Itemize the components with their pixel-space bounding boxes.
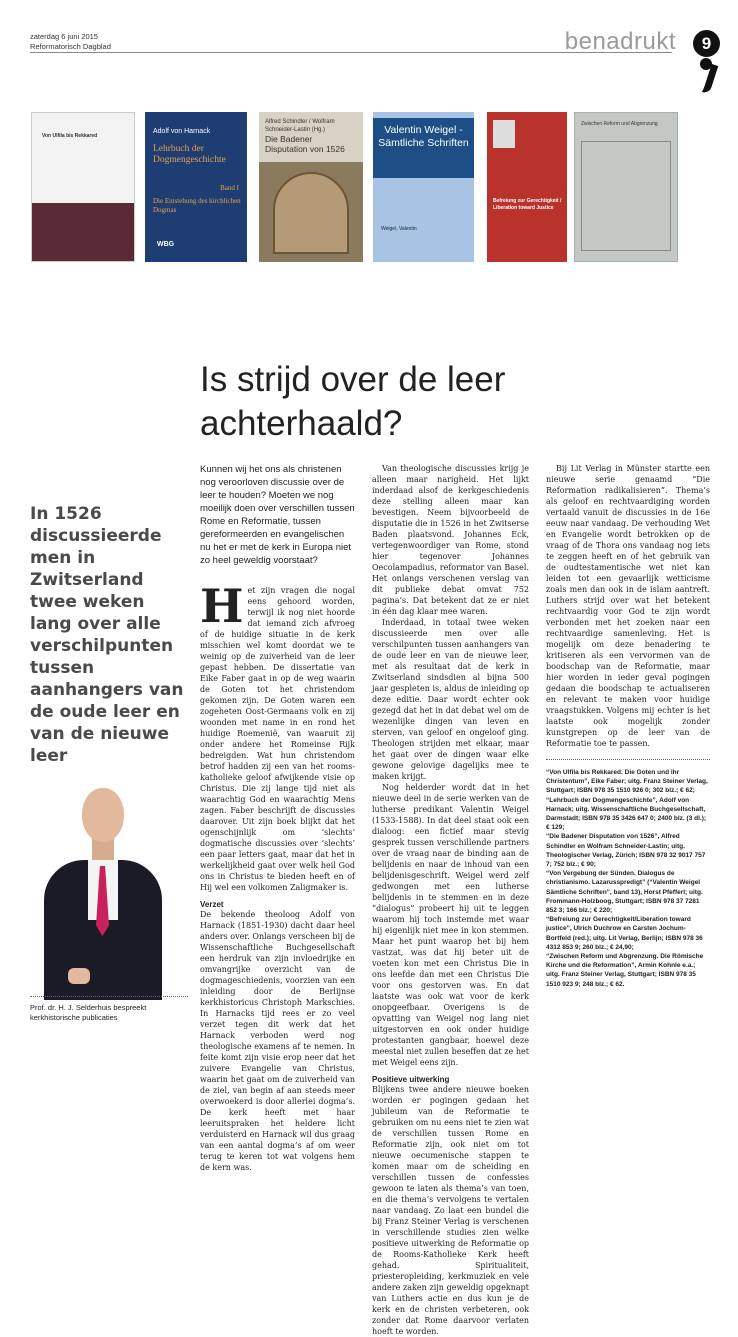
article-paragraph: Van theologische discussies krijg je alleen maar narigheid. Het lijkt inderdaad alsof de kerkgeschiedenis deze stelling alleen maar kan bevestigen. Neem bijvoorbeeld de disputatie die in 1526 in het Zwitserse Baden plaatsvond. Johannes Eck, vertegenwoordiger van Rome, stond hier tegenover Johannes Oecolampadius, reformator van Basel. Het onlangs verschenen verslag van dit publieke debat omvat 752 pagina’s. Dat betekent dat ze er niet in één dag klaar mee waren.: [372, 464, 529, 616]
article-paragraph: Inderdaad, in totaal twee weken discussieerde men over alle verschilpunten tussen aanhangers van de oude leer en van de nieuwe leer, met als resultaat dat de kerk in Zwitserland sindsdien al bijna 500 jaar gespleten is, aldus de inleiding op deze editie. Daar wordt echter ook gezegd dat het in dat debat wel om de wezenlijke dingen van leven en sterven, van geloof en ongeloof ging. Theologen strijden met elkaar, maar het gaat over de dingen waar elke gewone gelovige dagelijks mee te maken krijgt.: [372, 618, 529, 781]
reference-item: “Befreiung zur Gerechtigkeit/Liberation toward justice”, Ulrich Duchrow en Carsten Jochum-Bortfeld (red.); uitg. Lit Verlag, Berlijn; ISBN 978 36 4312 853 9; 260 blz.; € 24,90;: [546, 916, 703, 951]
article-column-3: [546, 463, 710, 989]
book-cover-band: [32, 203, 134, 261]
article-paragraph: Nog helderder wordt dat in het nieuwe deel in de serie werken van de lutherse predikant Valentin Weigel (1533-1588). In dat deel staat ook een dialoog: een fictief maar stevig gesprek tussen verschillende partners over de vraag naar de binding aan de belijdenis en naar de inhoud van een belijdenisgeschrift. Weigel werd zelf gedwongen met een lutherse belijdenis in te stemmen en in deze “dialogus” probeert hij uit te leggen waarom hij toch instemde met waar hij eigenlijk niet mee in kon stemmen. Maar het punt waarop het bij hem vastzat, was dat hij beter uit de voeten kon met een Christus Die in ons leefde dan met een Christus Die voor ons gestorven was. En dat laatste was ook wat voor de kerk onopgeefbaar. Overigens is de opvatting van Weigel nog lang niet uitgestorven en ook onder huidige protestanten gangbaar, hoewel deze meestal niet zullen beseffen dat ze het met Weigel eens zijn.: [372, 783, 529, 1067]
book-title: Zwischen Reform und Abgrenzung: [581, 121, 658, 127]
caption-divider: [30, 996, 188, 997]
headline-line-2: achterhaald?: [200, 404, 403, 443]
book-cover-frame: [581, 141, 671, 251]
photo-caption: Prof. dr. H. J. Selderhuis bespreekt kerkhistorische publicaties: [30, 1003, 147, 1022]
book-subtitle-text: Die Entstehung des kirchlichen Dogmas: [153, 197, 241, 214]
book-cover-badener: [259, 112, 363, 262]
book-label: Weigel, Valentin: [381, 226, 417, 232]
article-headline: [200, 358, 505, 446]
author-photo: [30, 768, 188, 990]
article-column-1: [200, 463, 355, 1173]
subheading: Verzet: [200, 900, 224, 909]
book-title: Lehrbuch der Dogmengeschichte: [153, 144, 226, 165]
book-cover-weigel: [373, 112, 474, 262]
header-rule: [30, 52, 672, 53]
book-subtitle: [153, 184, 247, 215]
header-publication: Reformatorisch Dagblad: [30, 42, 111, 51]
paragraph-text: et zijn vragen die nogal eens gehoord worden, terwijl ik nog niet hoorde dat iemand zich afvroeg of de huidige situatie in de kerk misschien wel komt doordat we te weinig op de zuiverheid van de leer gepast hebben. De dissertatie van Eike Faber gaat in op de weg waarin de Goten tot het christendom gekomen zijn. De Goten waren een zogeheten Oost-Germaans volk en zij woonden met name in en rond het huidige Roemenië, van waaruit zij onder andere het Romeinse Rijk bedreigden. Wat hun christendom betrof hadden zij een van het rooms-katholieke geloof afwijkende visie op Christus. Die zij lange tijd niet als waarachtig God en waarachtig Mens zagen. Faber beschrijft de discussies daarover. Uit zijn boek blijkt dat het ogenschijnlijk om ‘slechts’ dogmatische discussies over ‘slechts’ een paar letters gaat, maar dat het in werkelijkheid gaat over welk heil God ons in Christus te bieden heeft en of Hij wel een volkomen Zaligmaker is.: [200, 586, 355, 892]
book-cover-portrait: [493, 120, 515, 148]
drop-cap: H: [200, 579, 244, 633]
book-title: Valentin Weigel - Sämtliche Schriften: [373, 118, 474, 178]
book-cover-harnack: [145, 112, 247, 262]
reference-item: “Die Badener Disputation von 1526”, Alfred Schindler en Wolfram Schneider-Lastin; uitg. Theologischer Verlag, Zürich; ISBN 978 32 9017 757 7; 752 blz.; € 90;: [546, 833, 706, 869]
book-title: Die Badener Disputation von 1526: [265, 134, 345, 154]
publisher-logo: WBG: [157, 241, 175, 248]
subheading: Positieve uitwerking: [372, 1075, 450, 1084]
reference-item: “Von Vergebung der Sünden. Dialogus de christianismo. Lazarusspredigt” (“Valentin Weigel Sämtliche Schriften”, band 13), Horst Pfefferl; uitg. Frommann-Holzboog, Stuttgart; ISBN 978 37 7281 852 3; 166 blz.; € 220;: [546, 870, 703, 915]
book-title: Befreiung zur Gerechtigkeit / Liberation toward Justice: [493, 198, 562, 211]
book-authors: Alfred Schindler / Wolfram Schneider-Lastin (Hg.): [265, 119, 335, 133]
book-cover-zwischen: [574, 112, 678, 262]
headline-line-1: Is strijd over de leer: [200, 360, 506, 399]
header-dateline: [30, 32, 111, 52]
book-references: [546, 768, 710, 989]
book-author: Adolf von Harnack: [153, 128, 211, 135]
article-paragraph: [200, 579, 355, 893]
book-cover-befreiung: [487, 112, 567, 262]
photo-head: [82, 788, 124, 842]
photo-hand: [68, 968, 90, 984]
references-divider: [546, 759, 710, 760]
book-cover-ulfila: [31, 112, 135, 262]
pull-quote: In 1526 discussieerde men in Zwitserland twee weken lang over alle verschilpunten tussen aanhangers van de oude leer en van de nieuwe leer: [30, 504, 184, 766]
article-paragraph: De bekende theoloog Adolf von Harnack (1851-1930) dacht daar heel anders over. Onlangs verscheen bij de Wissenschaftliche Buchgesellschaft een herdruk van zijn invloedrijke en omvangrijke overzicht van de dogmageschiedenis, voorzien van een inleiding door de Berlijnse kerkhistoricus Christoph Markschies. In Harnacks tijd rees er zo veel verzet tegen dit werk dat het Harnack verboden werd nog theologische examens af te nemen. In feite komt zijn visie erop neer dat het zuivere Evangelie van Christus, waarin het gaat om de zuiverheid van de ziel, van begin af aan steeds meer overwoekerd is door allerlei dogma’s. De kerk heeft met haar leeruitspraken het heldere licht verduisterd en Harnack wil dus graag van een aantal dogma’s af om weer terug te keren tot wat volgens hem de kern was.: [200, 910, 355, 1172]
header-date: zaterdag 6 juni 2015: [30, 32, 98, 41]
book-volume: Band I: [220, 184, 239, 192]
book-title: Von Ulfila bis Rekkared: [42, 133, 98, 139]
section-title: benadrukt: [564, 28, 676, 55]
book-cover-image: [273, 172, 349, 254]
reference-item: “Von Ulfila bis Rekkared. Die Goten und ihr Christentum”, Eike Faber; uitg. Franz Steiner Verlag, Stuttgart; ISBN 978 35 1510 926 0; 302 blz.; € 62;: [546, 769, 708, 795]
page-number: 9: [693, 30, 720, 57]
reference-item: “Lehrbuch der Dogmengeschichte”, Adolf von Harnack; uitg. Wissenschaftliche Buchgesellschaft, Darmstadt; ISBN 978 35 3426 647 0; 2400 blz. (3 dl.); € 129;: [546, 796, 707, 832]
article-column-2: [372, 463, 529, 1337]
article-paragraph: Blijkens twee andere nieuwe boeken worden er pogingen gedaan het jubileum van de Reformatie te gebruiken om nu eens niet te zien wat de verschillen tussen Rome en Reformatie zijn, ook niet om tot nieuwe oecumenische stappen te komen maar om de scheiding en verschillen tussen de confessies gewoon te laten als thema’s van toen, en die thema’s vervolgens te vertalen naar vandaag. Zo laat een bundel die bij Franz Steiner Verlag is verschenen in verschillende studies zien welke positieve uitwerking de Reformatie op de Rooms-Katholieke Kerk heeft gehad. Spiritualiteit, priesteropleiding, kerkmuziek en vele andere zaken zijn geweldig opgeknapt van Luthers actie en dus kun je de kerk en de christen verbeteren, ook zonder dat Rome daarvoor verlaten hoeft te worden.: [372, 1085, 529, 1336]
article-paragraph: Bij Lit Verlag in Münster startte een nieuwe serie genaamd “Die Reformation radikalisieren”. Thema’s als geloof en rechtvaardiging worden vertaald vanuit de discussies in de 16e eeuw naar vandaag. De verhouding Wet en Evangelie wordt betrokken op de vraag of de Thora ons vandaag nog iets te zeggen heeft en of het gebruik van de oudtestamentische wet niet kan leiden tot een gevaarlijk wetticisme zoals men dan ook in de islam aantreft. Luthers strijd over wat het betekent rechtvaardig voor God te zijn wordt verbonden met het zoeken naar een rechtvaardige samenleving. Het is mogelijk om deze benadering te kritiseren als een vervormen van de boodschap van de Reformatie, maar hier worden in ieder geval pogingen gedaan die boodschap te actualiseren en relevant te maken voor huidige vraagstukken. Volgens mij echter is het laatste ook mogelijk zonder kunstgrepen op de leer van de Reformatie toe te passen.: [546, 464, 710, 748]
book-cover-top: [259, 112, 363, 162]
article-intro: Kunnen wij het ons als christenen nog veroorloven discussie over de leer te houden? Moeten we nog moeilijk doen over verschillen tussen Rome en Reformatie, tussen gereformeerden en evangelischen nu het er met de kerk in Europa niet zo heel geweldig voorstaat?: [200, 464, 355, 566]
reference-item: “Zwischen Reform und Abgrenzung. Die Römische Kirche und die Reformation”, Armin Kohnle e.a.; uitg. Franz Steiner Verlag, Stuttgart; ISBN 978 35 1510 923 9; 248 blz.; € 62.: [546, 953, 704, 988]
